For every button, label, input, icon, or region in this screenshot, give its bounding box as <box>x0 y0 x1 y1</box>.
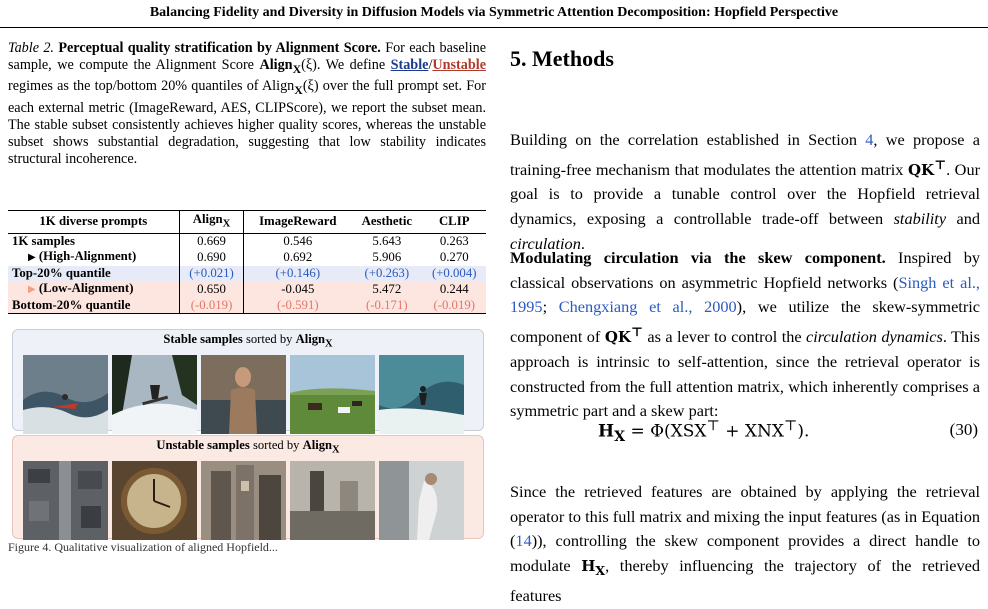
stable-image-surfer-portrait <box>201 355 286 434</box>
equation-body: $H_X = \Phi(XSX^⊤ + XNX^⊤)$. <box>598 418 810 446</box>
right-column <box>510 40 981 605</box>
stable-label: Stable <box>390 57 429 74</box>
triangle-right-icon: ▶ <box>28 284 36 296</box>
paragraph-title: Modulating circulation via the skew component. <box>510 248 886 267</box>
table-row: Bottom-20% quantile (-0.019) (-0.591) (-0.171) (-0.019) <box>8 298 486 314</box>
triangle-right-icon: ▶ <box>28 252 36 264</box>
unstable-image-figure <box>379 461 464 540</box>
table-caption-title: Perceptual quality stratification by Alignment Score. <box>58 40 381 56</box>
slash: / <box>428 57 433 74</box>
left-column <box>8 40 486 169</box>
table-label: Table 2. <box>8 40 54 56</box>
caption-text-3: regimes as the top/bottom 20% quantiles of Align <box>8 78 295 95</box>
paragraph-intro: Building on the correlation established in Section 4, we propose a training-free mechanism that modulates the attention matrix QK⊤. Our goal is to provide a tunable control over the Hopfield retrieval dynamics, exposing a controllable trade-off between stability and circulation. <box>510 130 981 253</box>
hx-symbol: $H_X$ <box>581 557 606 579</box>
stable-image-cows <box>290 355 375 434</box>
unstable-image-interior <box>290 461 375 540</box>
equation-30 <box>510 416 980 446</box>
col-header-prompts: 1K diverse prompts <box>8 211 179 234</box>
stable-image-surfing <box>379 355 464 434</box>
col-header-align: Align$_X$ <box>179 211 244 234</box>
section-ref-link[interactable]: 4 <box>865 130 874 149</box>
citation-chengxiang[interactable]: Chengxiang et al., 2000 <box>558 297 737 317</box>
table-row: 1K samples 0.669 0.546 5.643 0.263 <box>8 233 486 249</box>
paragraph-modulating: Modulating circulation via the skew component. Inspired by classical observations on asymmetric Hopfield networks (Singh et al., 1995; Chengxiang et al., 2000), we utilize the skew-symmetric component of QK⊤ as a lever to control the circulation dynamics. This approach is intrinsic to self-attention, since the retrieval operator is constructed from the full attention matrix, which inherently comprises a symmetric part and a skew part: <box>510 248 980 421</box>
paragraph-since: Since the retrieved features are obtained by applying the retrieval operator to this full matrix and mixing the input features (as in Equation (14)), controlling the skew component provides a direct handle to modulate $H_X$, thereby influencing the trajectory of the retrieved features <box>510 482 980 605</box>
unstable-image-aerial-city <box>23 461 108 540</box>
col-header-clip: CLIP <box>422 211 486 234</box>
stable-panel-title: Stable samples sorted by Align$_X$ <box>163 332 333 350</box>
citation-singh[interactable]: Singh et al., 1995 <box>510 272 980 317</box>
equation-ref-link[interactable]: 14 <box>515 531 532 551</box>
table-row: ▶ (Low-Alignment) 0.650 -0.045 5.472 0.244 <box>8 281 486 297</box>
figure-caption-cutoff: Figure 4. Qualitative visualization of aligned Hopfield... <box>8 540 278 554</box>
caption-text-2: (ξ). We define <box>301 57 386 74</box>
unstable-image-building <box>201 461 286 540</box>
table-row: ▶ (High-Alignment) 0.690 0.692 5.906 0.270 <box>8 249 486 265</box>
unstable-panel-title: Unstable samples sorted by Align$_X$ <box>156 438 340 456</box>
caption-text-4: (ξ) over the full prompt set. For each external metric (ImageReward, AES, CLIPScore), we report the subset mean. The stable subset consistently achieves higher quality scores, whereas the unstable subset shows substantial degradation, suggesting that low stability indicates structural incoherence. <box>8 78 486 168</box>
unstable-image-clock <box>112 461 197 540</box>
caption-text-1: For each baseline sample, we compute the Alignment Score <box>8 40 487 74</box>
col-header-aesthetic: Aesthetic <box>351 211 422 234</box>
equation-number: (30) <box>949 420 978 439</box>
col-header-imagereward: ImageReward <box>244 211 351 234</box>
align-symbol: Align$_X$ <box>259 57 302 77</box>
section-heading: 5. Methods <box>510 46 614 71</box>
qk-symbol: QK⊤ <box>907 156 947 179</box>
header-rule <box>0 27 988 28</box>
stable-image-kayak <box>23 355 108 434</box>
table-row: Top-20% quantile (+0.021) (+0.146) (+0.263) (+0.004) <box>8 266 486 281</box>
unstable-samples-panel <box>12 435 484 539</box>
stable-image-snowboard <box>112 355 197 434</box>
running-header: Balancing Fidelity and Diversity in Diffusion Models via Symmetric Attention Decomposition: Hopfield Perspective <box>149 5 839 20</box>
unstable-label: Unstable <box>432 57 486 74</box>
stable-samples-panel <box>12 329 484 431</box>
table-caption: Table 2. Perceptual quality stratification by Alignment Score. For each baseline sample, we compute the Alignment Score Align$_X$(ξ). We define Stable/Unstable regimes as the top/bottom 20% quantiles of Align$_X$(ξ) over the full prompt set. For each external metric (ImageReward, AES, CLIPScore), we report the subset mean. The stable subset consistently achieves higher quality scores, whereas the unstable subset shows substantial degradation, suggesting that low stability indicates structural incoherence. <box>8 40 487 168</box>
qk-symbol: QK⊤ <box>604 324 643 347</box>
results-table <box>8 210 486 314</box>
